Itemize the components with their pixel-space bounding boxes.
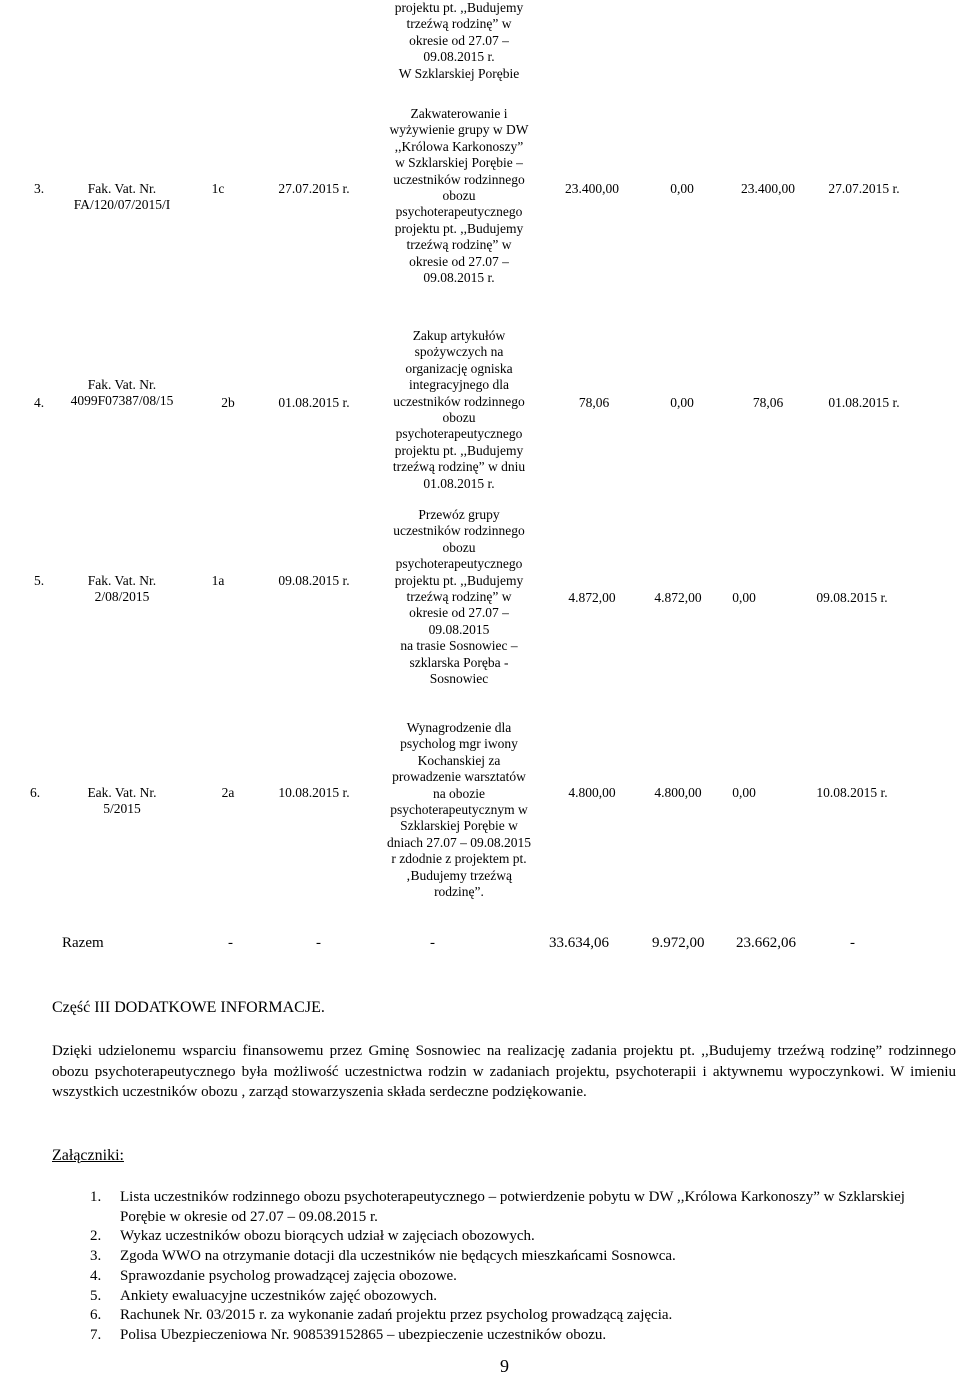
amount-grant: 0,00 <box>670 181 694 196</box>
item-text: Zgoda WWO na otrzymanie dotacji dla uczestników nie będących mieszkańcami Sosnowca. <box>120 1248 676 1265</box>
attachments-list <box>90 1188 920 1346</box>
amount-own: 0,00 <box>732 785 756 800</box>
item-number: 2. <box>90 1228 102 1245</box>
position-code: 1c <box>211 181 225 196</box>
item-text: Polisa Ubezpieczeniowa Nr. 908539152865 – ubezpieczenie uczestników obozu. <box>120 1326 607 1343</box>
row-number: 5. <box>33 573 45 588</box>
total-dash: - <box>228 935 233 951</box>
amount-own: 23.400,00 <box>741 181 795 196</box>
payment-date: 09.08.2015 r. <box>816 590 888 605</box>
amount-grant: 0,00 <box>670 395 694 410</box>
item-text: Ankiety ewaluacyjne uczestników zajęć obozowych. <box>120 1287 437 1304</box>
position-code: 2a <box>221 785 235 800</box>
list-item <box>90 1188 920 1227</box>
item-text: Sprawozdanie psycholog prowadzącej zajęcia obozowe. <box>120 1267 457 1284</box>
item-number: 3. <box>90 1248 102 1265</box>
item-text: Lista uczestników rodzinnego obozu psychoterapeutycznego – potwierdzenie pobytu w DW ,,Królowa Karkonoszy” w Szklarskiej Porębie w okresie od 27.07 – 09.08.2015 r. <box>120 1189 905 1225</box>
list-item <box>90 1267 920 1287</box>
attachments-heading: Załączniki: <box>52 1147 124 1164</box>
total-amount: 33.634,06 <box>549 935 609 951</box>
item-number: 7. <box>90 1326 102 1343</box>
top-description-fragment: projektu pt. ,,Budujemy trzeźwą rodzinę” w okresie od 27.07 – 09.08.2015 r. W Szklarskiej Porębie <box>394 0 524 81</box>
item-number: 5. <box>90 1287 102 1304</box>
document-date: 09.08.2015 r. <box>278 573 350 588</box>
amount-own: 78,06 <box>752 395 784 410</box>
row-number: 6. <box>29 785 41 800</box>
payment-date: 27.07.2015 r. <box>828 181 900 196</box>
list-item <box>90 1247 920 1267</box>
amount-total: 78,06 <box>578 395 610 410</box>
item-text: Wykaz uczestników obozu biorących udział w zajęciach obozowych. <box>120 1228 535 1245</box>
amount-own: 0,00 <box>732 590 756 605</box>
total-grant: 9.972,00 <box>652 935 705 951</box>
page-number: 9 <box>500 1356 509 1376</box>
list-item <box>90 1227 920 1247</box>
total-own: 23.662,06 <box>736 935 796 951</box>
list-item <box>90 1326 920 1346</box>
total-dash: - <box>430 935 435 951</box>
position-code: 1a <box>211 573 225 588</box>
amount-total: 23.400,00 <box>565 181 619 196</box>
row-number: 3. <box>33 181 45 196</box>
document-date: 27.07.2015 r. <box>278 181 350 196</box>
expense-description: Przewóz grupy uczestników rodzinnego obozu psychoterapeutycznego projektu pt. ,,Budujemy trzeźwą rodzinę” w okresie od 27.07 – 09.08.2015 na trasie Sosnowiec – szklarska Poręba - Sosnowiec <box>393 507 525 687</box>
section-heading: Część III DODATKOWE INFORMACJE. <box>52 999 325 1016</box>
row-number: 4. <box>33 395 45 410</box>
document-date: 01.08.2015 r. <box>278 395 350 410</box>
document-number: Fak. Vat. Nr. 4099F07387/08/15 <box>70 377 174 409</box>
document-number: Fak. Vat. Nr. FA/120/07/2015/I <box>73 181 171 213</box>
item-number: 1. <box>90 1189 102 1205</box>
expense-description: Zakup artykułów spożywczych na organizację ogniska integracyjnego dla uczestników rodzinnego obozu psychoterapeutycznego projektu pt. ,,Budujemy trzeźwą rodzinę” w dniu 01.08.2015 r. <box>392 328 526 491</box>
expense-description: Wynagrodzenie dla psycholog mgr iwony Kochanskiej za prowadzenie warsztatów na obozie psychoterapeutycznym w Szklarskiej Porębie w dniach 27.07 – 09.08.2015 r zdodnie z projektem pt. ‚Budujemy trzeźwą rodzinę”. <box>387 720 531 900</box>
item-text: Rachunek Nr. 03/2015 r. za wykonanie zadań projektu przez psycholog prowadzącą zajęcia. <box>120 1307 673 1324</box>
list-item <box>90 1306 920 1326</box>
total-dash: - <box>316 935 321 951</box>
total-dash: - <box>850 935 855 951</box>
amount-grant: 4.872,00 <box>654 590 702 605</box>
list-item <box>90 1287 920 1307</box>
item-number: 4. <box>90 1267 102 1284</box>
amount-total: 4.800,00 <box>568 785 616 800</box>
total-label: Razem <box>62 935 104 951</box>
amount-grant: 4.800,00 <box>654 785 702 800</box>
payment-date: 01.08.2015 r. <box>828 395 900 410</box>
summary-paragraph: Dzięki udzielonemu wsparciu finansowemu przez Gminę Sosnowiec na realizację zadania projektu pt. ,,Budujemy trzeźwą rodzinę” rodzinnego obozu psychoterapeutycznego była możliwość uczestnictwa rodzin w zadaniach projektu, psychoterapii i aktywnemu wypoczynkowi. W imieniu wszystkich uczestników obozu , zarząd stowarzyszenia składa serdeczne podziękowanie. <box>52 1043 956 1100</box>
amount-total: 4.872,00 <box>568 590 616 605</box>
document-number: Fak. Vat. Nr. 2/08/2015 <box>87 573 157 605</box>
payment-date: 10.08.2015 r. <box>816 785 888 800</box>
document-number: Eak. Vat. Nr. 5/2015 <box>87 785 157 817</box>
document-date: 10.08.2015 r. <box>278 785 350 800</box>
item-number: 6. <box>90 1307 102 1324</box>
expense-description: Zakwaterowanie i wyżywienie grupy w DW ,,Królowa Karkonoszy” w Szklarskiej Porębie – uczestników rodzinnego obozu psychoterapeutycznego projektu pt. ,,Budujemy trzeźwą rodzinę” w okresie od 27.07 – 09.08.2015 r. <box>389 106 529 286</box>
position-code: 2b <box>221 395 235 410</box>
